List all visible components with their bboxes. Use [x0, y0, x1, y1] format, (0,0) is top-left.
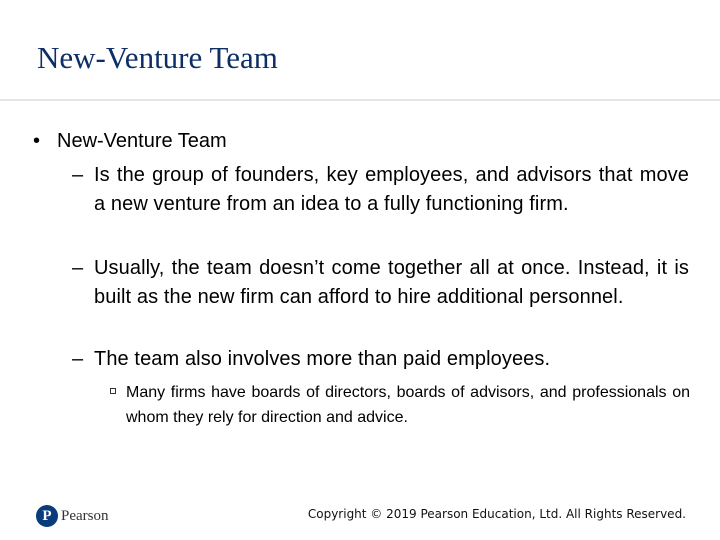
dash-icon: –: [72, 348, 84, 370]
bullet-level1-text: New-Venture Team: [57, 130, 227, 152]
title-divider: [0, 99, 720, 101]
slide-title: New-Venture Team: [37, 40, 278, 75]
bullet-level2-scope: [72, 345, 689, 374]
square-bullet-icon: [110, 388, 116, 394]
pearson-logo-icon: P: [36, 505, 58, 527]
bullet-level3-text: Many firms have boards of directors, boards of advisors, and professionals on whom they rely for direction and advice.: [126, 384, 690, 426]
pearson-logo: [36, 505, 109, 527]
bullet-level2-formation: [72, 254, 689, 312]
dash-icon: –: [72, 164, 84, 186]
bullet-dot-icon: •: [33, 130, 41, 152]
copyright-notice: Copyright © 2019 Pearson Education, Ltd. All Rights Reserved.: [307, 507, 686, 521]
pearson-logo-text: Pearson: [61, 507, 109, 524]
bullet-level2-text: Is the group of founders, key employees, and advisors that move a new venture from an idea to a fully functioning firm.: [94, 164, 689, 215]
bullet-level3-boards: [110, 380, 690, 430]
dash-icon: –: [72, 257, 84, 279]
bullet-level2-text: The team also involves more than paid employees.: [94, 348, 551, 370]
bullet-level2-text: Usually, the team doesn’t come together all at once. Instead, it is built as the new firm can afford to hire additional personnel.: [94, 257, 689, 308]
bullet-level1: [33, 126, 693, 156]
bullet-level2-definition: [72, 161, 689, 219]
